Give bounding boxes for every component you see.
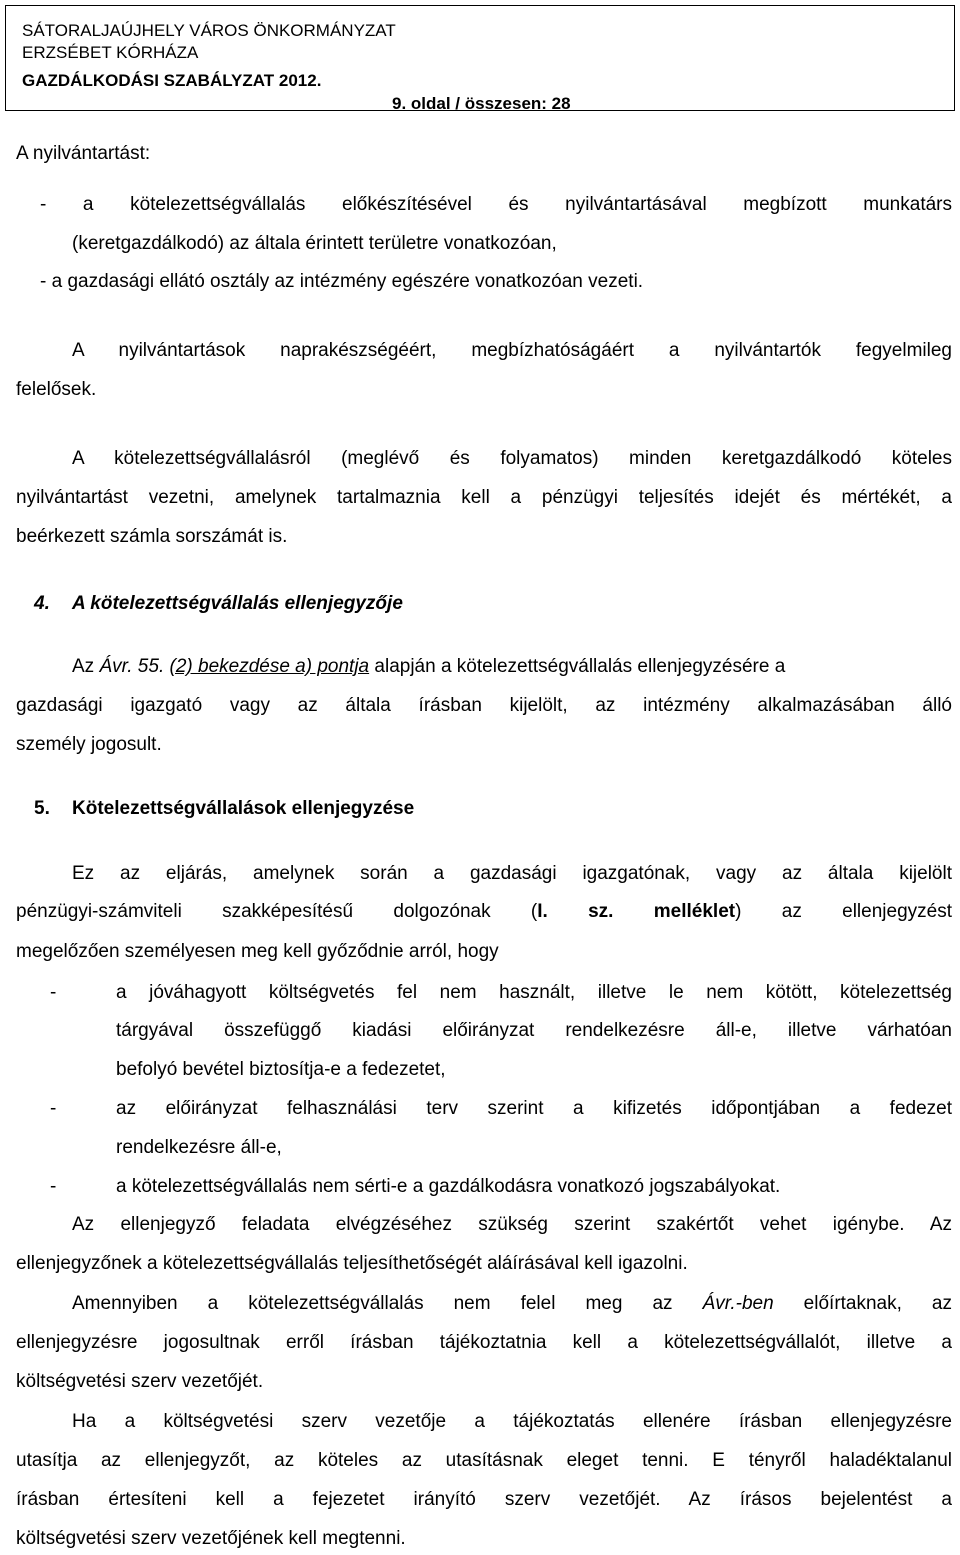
s4-text-a: Az <box>72 656 100 677</box>
paragraph-1-line-2: felelősek. <box>16 379 97 400</box>
header-organization: SÁTORALJAÚJHELY VÁROS ÖNKORMÁNYZAT <box>22 21 396 40</box>
s5-p2-line-1: Az ellenjegyző feladata elvégzéséhez szükség szerint szakértőt vehet igénybe. Az <box>72 1214 952 1235</box>
document-header <box>5 5 955 111</box>
header-page-info: 9. oldal / összesen: 28 <box>392 94 571 113</box>
header-institution: ERZSÉBET KÓRHÁZA <box>22 43 199 62</box>
s5-p3-line-2: ellenjegyzésre jogosultnak erről írásban tájékoztatnia kell a kötelezettségvállalót, illetve a <box>16 1332 952 1353</box>
s5-p3-line-3: költségvetési szerv vezetőjét. <box>16 1371 264 1392</box>
section-5-para-line-1: Ez az eljárás, amelynek során a gazdasági igazgatónak, vagy az általa kijelölt <box>72 863 952 884</box>
item-1-line-3: befolyó bevétel biztosítja-e a fedezetet, <box>116 1059 446 1080</box>
header-document-title: GAZDÁLKODÁSI SZABÁLYZAT 2012. <box>22 71 322 90</box>
list-dash-2: - <box>50 1098 57 1119</box>
list1-line-3: - a gazdasági ellátó osztály az intézmény egészére vonatkozóan vezeti. <box>40 271 644 292</box>
paragraph-1-line-1: A nyilvántartások naprakészségéért, megbízhatóságáért a nyilvántartók fegyelmileg <box>72 340 952 361</box>
s5-text-c: ) az ellenjegyzést <box>735 901 952 922</box>
s5-annex-ref: I. sz. melléklet <box>537 901 736 922</box>
s4-avr-ref: Ávr. 55. <box>99 656 165 677</box>
item-2-line-1: az előirányzat felhasználási terv szerint a kifizetés időpontjában a fedezet <box>116 1098 952 1119</box>
item-2-line-2: rendelkezésre áll-e, <box>116 1137 282 1158</box>
paragraph-2-line-3: beérkezett számla sorszámát is. <box>16 526 288 547</box>
item-1-line-2: tárgyával összefüggő kiadási előirányzat rendelkezésre áll-e, illetve várhatóan <box>116 1020 952 1041</box>
section-5-number: 5. <box>34 798 50 819</box>
s5-p4-line-1: Ha a költségvetési szerv vezetője a tájékoztatás ellenére írásban ellenjegyzésre <box>72 1411 952 1432</box>
list-dash-1: - <box>50 982 57 1003</box>
s4-paragraph-ref: (2) bekezdése a) pontja <box>169 656 370 677</box>
section-5-title: Kötelezettségvállalások ellenjegyzése <box>72 798 415 819</box>
s5-text-a: pénzügyi-számviteli szakképesítésű dolgozónak ( <box>16 901 538 922</box>
section-4-line-2: gazdasági igazgató vagy az általa írásban kijelölt, az intézmény alkalmazásában álló <box>16 695 952 716</box>
section-4-line-3: személy jogosult. <box>16 734 162 755</box>
list-dash-3: - <box>50 1176 57 1197</box>
section-5-para-line-3: megelőzően személyesen meg kell győződnie arról, hogy <box>16 941 499 962</box>
section-4-number: 4. <box>34 593 50 614</box>
paragraph-2-line-2: nyilvántartást vezetni, amelynek tartalmaznia kell a pénzügyi teljesítés idejét és mértékét, a <box>16 487 952 508</box>
list1-line-2: (keretgazdálkodó) az általa érintett területre vonatkozóan, <box>72 233 557 254</box>
s5-p3-line-1 <box>72 1292 952 1316</box>
section-4-line-1 <box>72 655 952 679</box>
s5-p4-line-4: költségvetési szerv vezetőjének kell megtenni. <box>16 1528 406 1549</box>
intro-text: A nyilvántartást: <box>16 143 151 164</box>
item-3-line-1: a kötelezettségvállalás nem sérti-e a gazdálkodásra vonatkozó jogszabályokat. <box>116 1176 781 1197</box>
s5-p3-text-c: előírtaknak, az <box>773 1293 952 1314</box>
s5-p3-avr-ref: Ávr.-ben <box>702 1293 774 1314</box>
s5-p4-line-2: utasítja az ellenjegyzőt, az köteles az utasításnak eleget tenni. E tényről haladéktalanul <box>16 1450 952 1471</box>
s5-p2-line-2: ellenjegyzőnek a kötelezettségvállalás teljesíthetőségét aláírásával kell igazolni. <box>16 1253 688 1274</box>
item-1-line-1: a jóváhagyott költségvetés fel nem használt, illetve le nem kötött, kötelezettség <box>116 982 952 1003</box>
s4-text-rest: alapján a kötelezettségvállalás ellenjegyzésére a <box>369 656 786 677</box>
section-4-title: A kötelezettségvállalás ellenjegyzője <box>72 593 403 614</box>
s5-p3-text-a: Amennyiben a kötelezettségvállalás nem felel meg az <box>72 1293 703 1314</box>
section-5-para-line-2 <box>16 900 952 924</box>
list1-line-1: - a kötelezettségvállalás előkészítésével és nyilvántartásával megbízott munkatárs <box>40 194 952 215</box>
s5-p4-line-3: írásban értesíteni kell a fejezetet irányító szerv vezetőjét. Az írásos bejelentést a <box>16 1489 952 1510</box>
paragraph-2-line-1: A kötelezettségvállalásról (meglévő és folyamatos) minden keretgazdálkodó köteles <box>72 448 952 469</box>
